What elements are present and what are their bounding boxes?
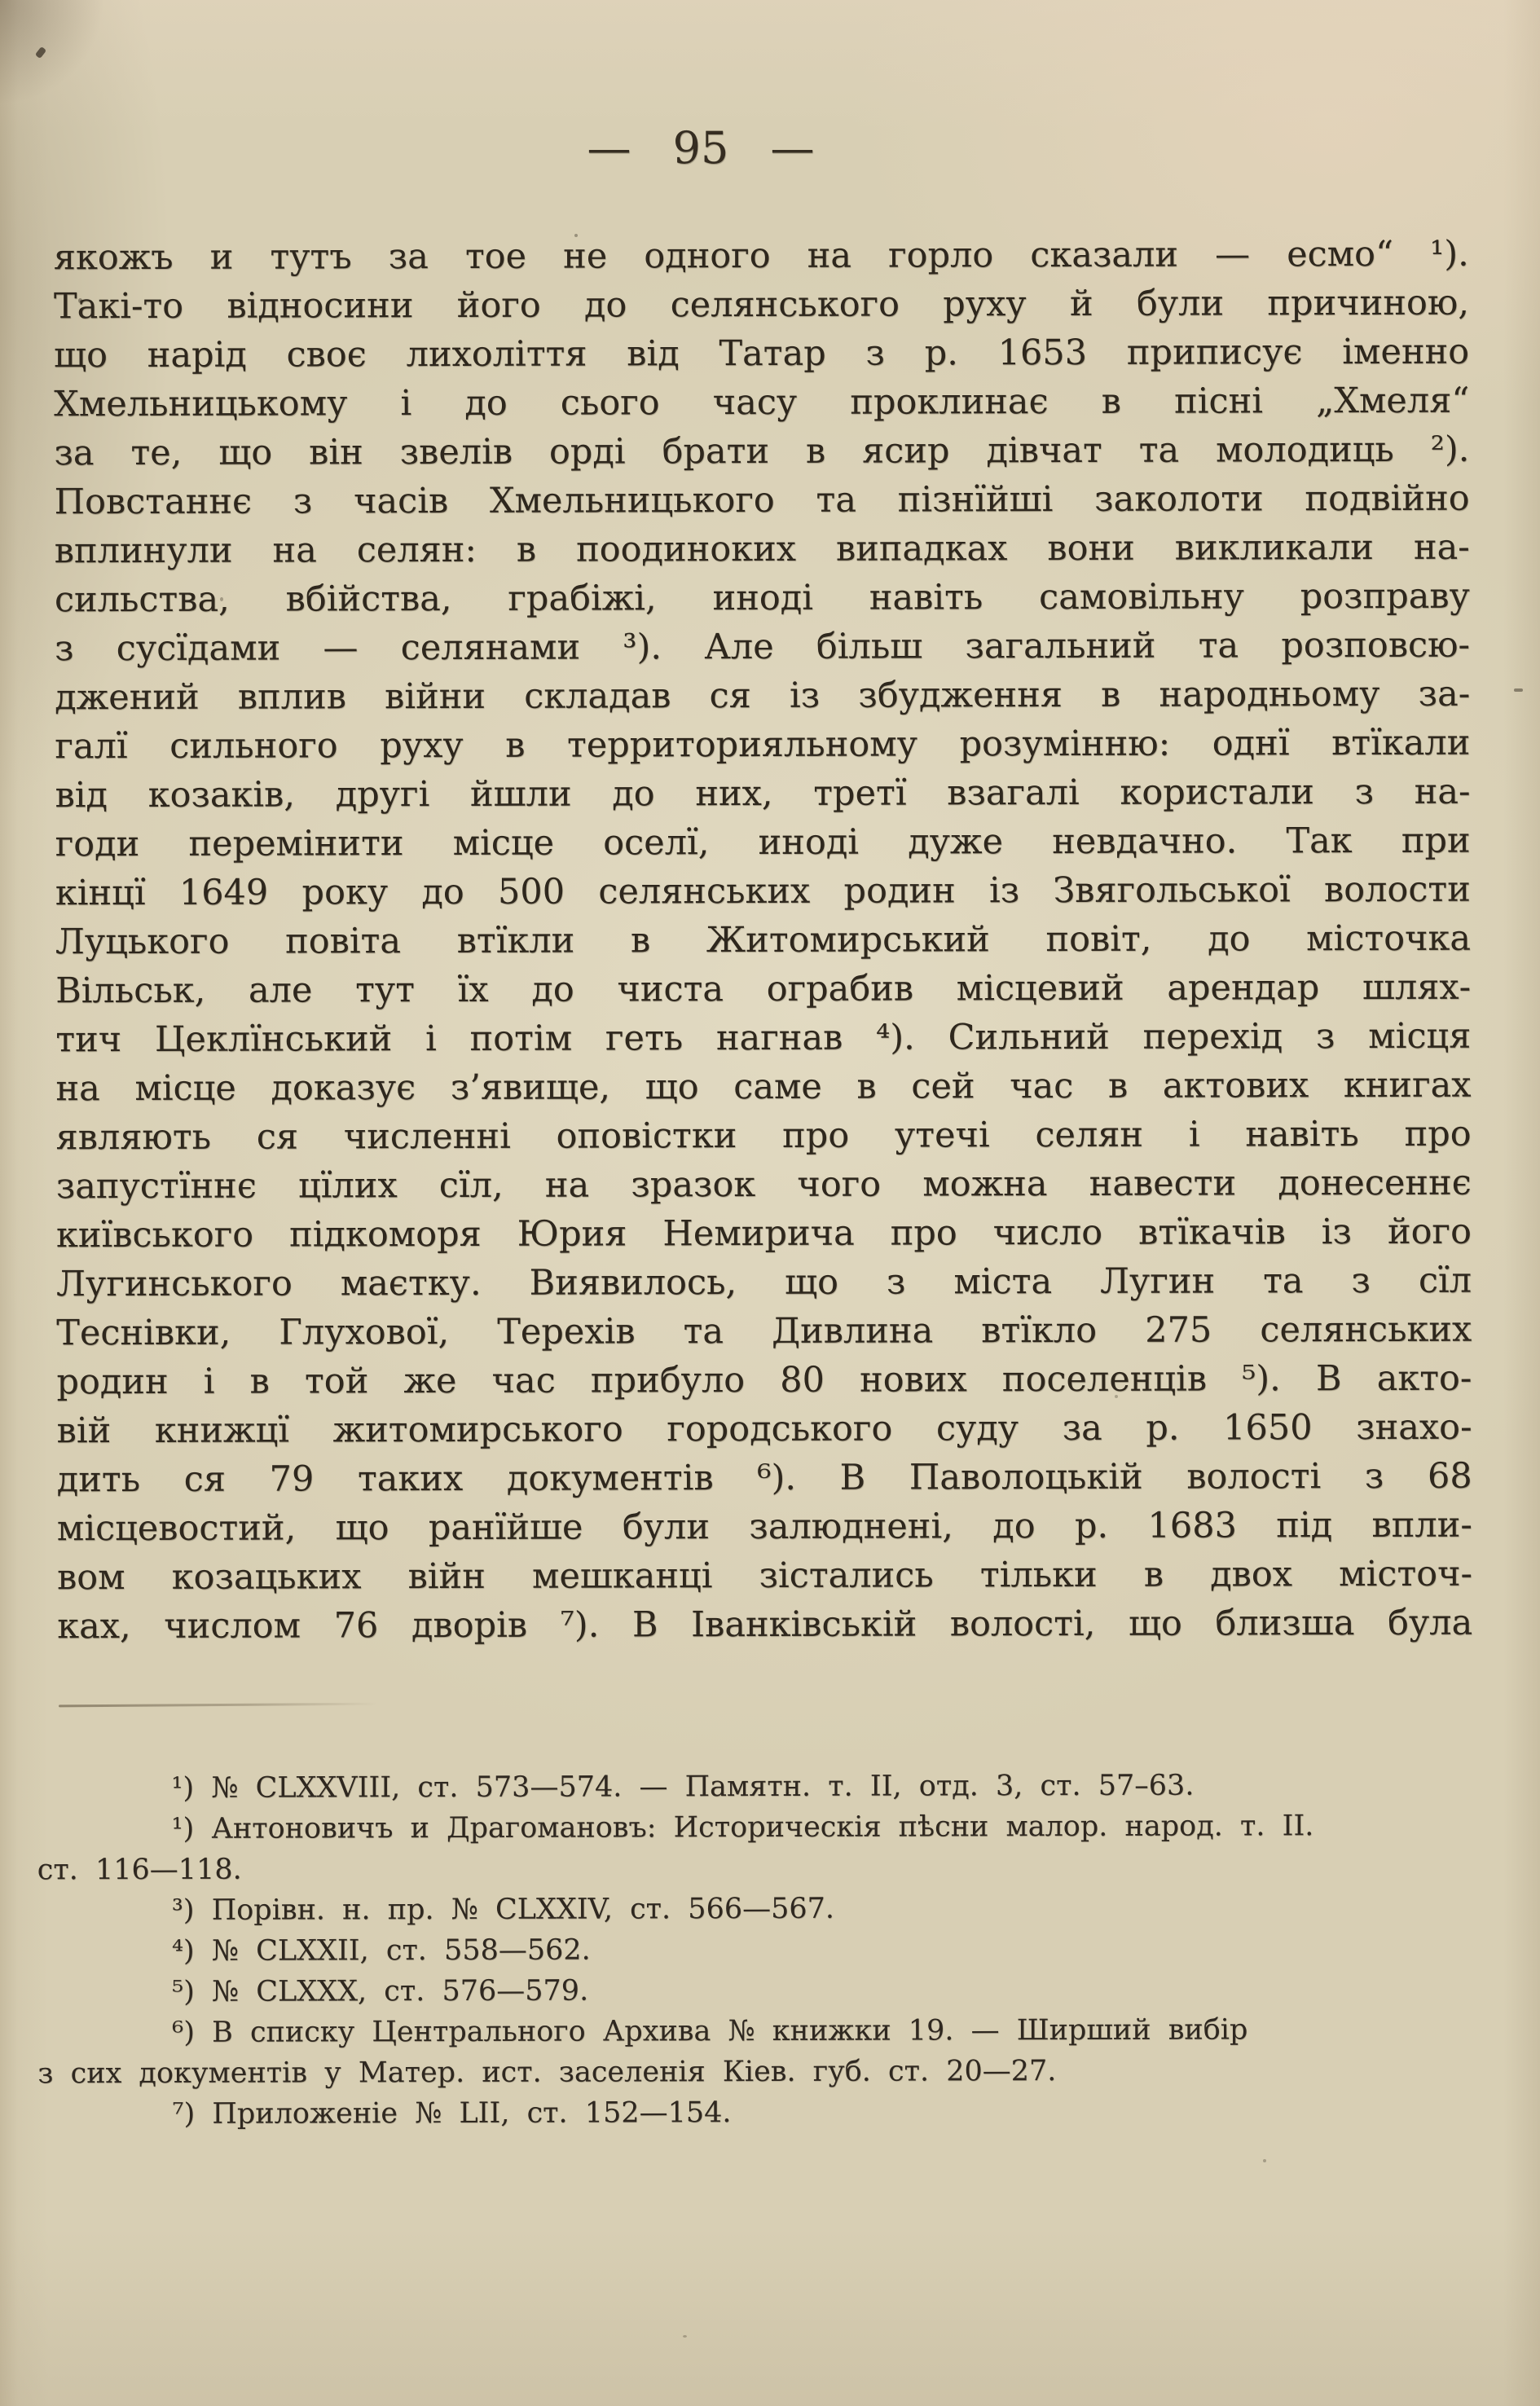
body-line: вплинули на селян: в поодиноких випадках вони викликали на- (54, 526, 1470, 572)
body-line: на місце доказує з’явище, що саме в сей час в актових книгах (55, 1064, 1472, 1110)
body-line: являють ся численні оповістки про утечі селян і навіть про (55, 1113, 1472, 1159)
body-line: київського підкоморя Юрия Немирича про число втїкачів із його (55, 1211, 1472, 1256)
body-line: за те, що він звелів орді брати в ясир дівчат та молодиць ²). (54, 429, 1470, 474)
footnote-line: ³) Порівн. н. пр. № CLXXIV, ст. 566—567. (171, 1892, 835, 1927)
footnote-line: ¹) № CLXXVIII, ст. 573—574. — Памятн. т. II, отд. 3, ст. 57–63. (171, 1769, 1195, 1805)
body-line: Лугинського маєтку. Виявилось, що з міста Лугин та з сїл (56, 1260, 1472, 1305)
body-text (54, 230, 1473, 1652)
body-line: кінцї 1649 року до 500 селянських родин із Звягольської волости (55, 869, 1471, 914)
body-line: годи перемінити місце оселї, иноді дуже невдачно. Так при (55, 820, 1471, 865)
body-line: галї сильного руху в территорияльному розумінню: однї втїкали (55, 722, 1471, 768)
body-line: вом козацьких війн мешканці зістались тільки в двох місточ- (56, 1553, 1473, 1599)
body-line: Вільськ, але тут їх до чиста ограбив місцевий арендар шлях- (55, 966, 1472, 1012)
ink-speck (1263, 2159, 1266, 2162)
body-line: родин і в той же час прибуло 80 нових поселенців ⁵). В акто- (56, 1357, 1472, 1403)
footnote-line: ¹) Антоновичъ и Драгомановъ: Историческія пѣсни малор. народ. т. II. (171, 1810, 1314, 1845)
body-line: Хмельницькому і до сього часу проклинає в пісні „Хмеля“ (54, 380, 1470, 425)
body-line: сильства, вбійства, грабіжі, иноді навіть самовільну розправу (54, 575, 1470, 621)
footnote-line: ⁶) В списку Центрального Архива № книжки 19. — Ширший вибір (172, 2013, 1248, 2049)
body-line: Повстаннє з часів Хмельницького та пізнїйші заколоти подвійно (54, 477, 1470, 523)
body-line: Луцького повіта втїкли в Житомирський повіт, до місточка (55, 917, 1472, 963)
ink-speck (1514, 688, 1523, 692)
footnote-line: ⁵) № CLXXX, ст. 576—579. (172, 1974, 589, 2008)
footnote-line: ст. 116—118. (37, 1853, 242, 1887)
body-line: дить ся 79 таких документів ⁶). В Паволоцькій волості з 68 (56, 1455, 1472, 1501)
body-line: тич Цеклїнський і потім геть нагнав ⁴). Сильний перехід з місця (55, 1015, 1472, 1061)
body-line: від козаків, другі йшли до них, третї взагалі користали з на- (55, 771, 1471, 816)
footnote-line: ⁴) № CLXXII, ст. 558—562. (171, 1933, 591, 1968)
ink-speck (683, 2335, 687, 2338)
body-line: вій книжцї житомирського городського суду за р. 1650 знахо- (56, 1406, 1472, 1452)
body-line: з сусїдами — селянами ³). Але більш загальний та розповсю- (54, 624, 1471, 670)
body-line: Теснівки, Глухової, Терехів та Дивлина втїкло 275 селянських (56, 1309, 1472, 1354)
ink-speck (35, 46, 46, 59)
body-line: ках, числом 76 дворів ⁷). В Іванківській волості, що близша була (57, 1602, 1473, 1647)
body-line: що нарід своє лихоліття від Татар з р. 1653 приписує іменно (54, 331, 1470, 376)
body-line: Такі-то відносини його до селянського руху й були причиною, (53, 282, 1470, 328)
page-number: — 95 — (587, 122, 815, 174)
body-line: якожъ и тутъ за тое не одного на горло сказали — есмо“ ¹). (53, 233, 1469, 279)
footnote-line: з сих документів у Матер. ист. заселенія Кіев. губ. ст. 20—27. (37, 2055, 1057, 2091)
body-line: місцевостий, що ранїйше були залюднені, до р. 1683 під впли- (56, 1504, 1472, 1550)
body-line: запустїннє цїлих сїл, на зразок чого можна навести донесеннє (55, 1162, 1472, 1207)
footnote-separator (59, 1703, 378, 1708)
footnote-line: ⁷) Приложеніе № LII, ст. 152—154. (172, 2096, 732, 2131)
footnotes (37, 1765, 1496, 2135)
body-line: джений вплив війни складав ся із збудження в народньому за- (55, 673, 1471, 719)
